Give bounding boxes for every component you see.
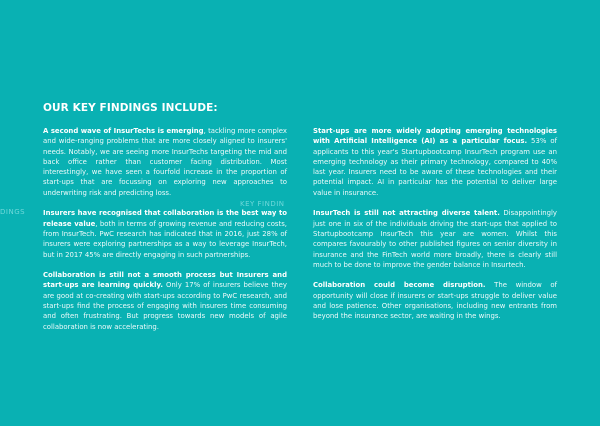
finding-paragraph [313, 280, 557, 321]
finding-lead: InsurTech is still not attracting diverse talent. [313, 209, 500, 218]
finding-body: , tackling more complex and wide-ranging problems that are more closely aligned to insurers' needs. Notably, we are seeing more InsurTechs targeting the mid and back office rather than customer facing distribution. Most interestingly, we have seen a fourfold increase in the proportion of start-ups that are focussing on exploring new approaches to underwriting risk and predicting loss. [43, 127, 287, 197]
finding-body: The window of opportunity will close if insurers or start-ups struggle to deliver value and lose patience. Other organisations, including new entrants from beyond the insurance sector, are waiting in the wings. [313, 281, 558, 321]
finding-paragraph [43, 270, 287, 332]
finding-paragraph [43, 126, 287, 198]
finding-lead: Collaboration is still not a smooth process but Insurers and start-ups are learning quickly. [43, 271, 287, 290]
finding-lead: Start-ups are more widely adopting emerging technologies with Artificial Intelligence (AI) as a particular focus. [313, 127, 557, 146]
section-heading: OUR KEY FINDINGS INCLUDE: [43, 102, 218, 114]
finding-paragraph [313, 208, 557, 270]
finding-body: Disappointingly just one in six of the individuals driving the start-ups that applied to Startupbootcamp InsurTech this year are women. Whilst this compares favourably to other published figures on senior diversity in insurance and the FinTech world more broadly, there is clearly still much to be done to improve the gender balance in Insurtech. [313, 209, 557, 269]
ghost-text-left: DINGS [0, 208, 26, 216]
finding-paragraph [313, 126, 557, 198]
finding-lead: Collaboration could become disruption. [313, 281, 486, 290]
finding-lead: A second wave of InsurTechs is emerging [43, 127, 204, 135]
finding-body: , both in terms of growing revenue and reducing costs, from InsurTech. PwC research has indicated that in 2016, just 28% of insurers were exploring partnerships as a way to leverage InsurTech, but in 2017 45% are directly engaging in such partnerships. [43, 219, 287, 259]
finding-paragraph [43, 208, 287, 259]
ghost-text-mid: KEY FINDIN [240, 200, 285, 208]
finding-body: Only 17% of insurers believe they are good at co-creating with start-ups according to PwC research, and start-ups find the process of engaging with insurers time consuming and often frustrating. But progress towards new models of agile collaboration is now accelerating. [43, 281, 287, 331]
finding-lead: Insurers have recognised that collaboration is the best way to release value [43, 209, 287, 228]
finding-body: 53% of applicants to this year's Startupbootcamp InsurTech program use an emerging technology as their primary technology, compared to 40% last year. Insurers need to be aware of these technologies and their potential impact. AI in particular has the potential to deliver large value in insurance. [313, 137, 557, 197]
left-column [43, 126, 287, 342]
right-column [313, 126, 557, 332]
